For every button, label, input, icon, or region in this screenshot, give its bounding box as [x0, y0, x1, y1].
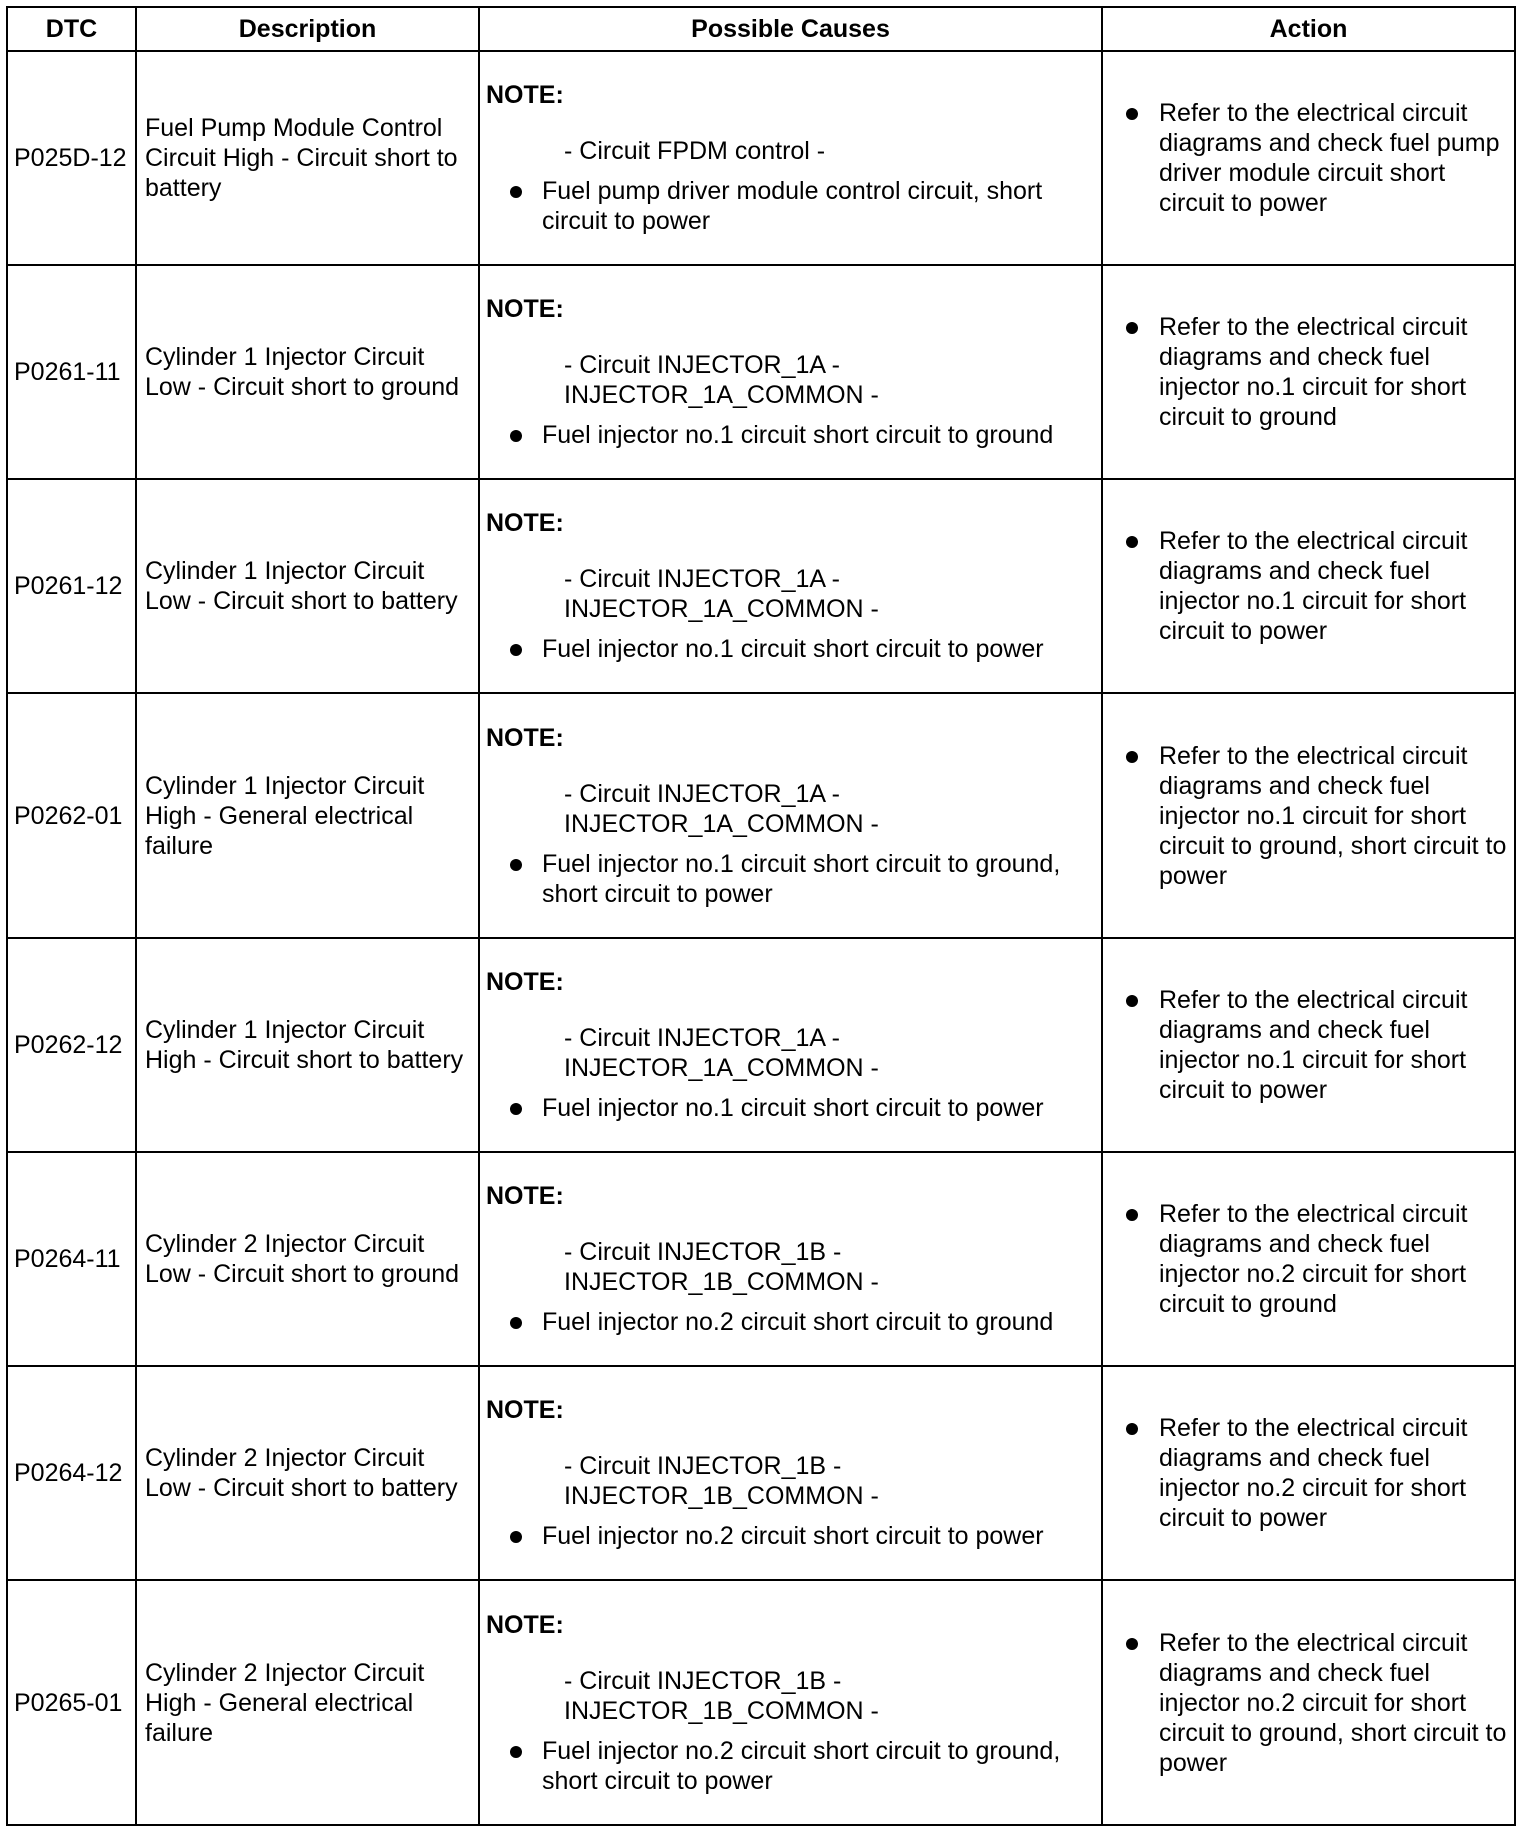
dtc-description: Cylinder 1 Injector Circuit Low - Circuit short to battery	[136, 479, 479, 693]
cause-text: Fuel pump driver module control circuit, short circuit to power	[542, 177, 1043, 235]
dtc-description: Cylinder 2 Injector Circuit Low - Circuit short to battery	[136, 1366, 479, 1580]
action-text: Refer to the electrical circuit diagrams and check fuel injector no.1 circuit for short circuit to ground, short circuit to power	[1159, 741, 1507, 890]
note-label: NOTE:	[486, 1396, 564, 1424]
dtc-description: Cylinder 2 Injector Circuit Low - Circuit short to ground	[136, 1152, 479, 1366]
note-label: NOTE:	[486, 723, 564, 752]
cause-text: Fuel injector no.1 circuit short circuit to ground, short circuit to power	[542, 849, 1061, 908]
cause-item	[486, 176, 1095, 236]
bullet-icon	[1126, 1209, 1138, 1221]
header-dtc: DTC	[7, 7, 136, 51]
cause-item	[486, 634, 1095, 664]
possible-causes-cell	[479, 693, 1102, 938]
action-text: Refer to the electrical circuit diagrams and check fuel injector no.2 circuit for short circuit to power	[1159, 1414, 1468, 1532]
table-row	[7, 51, 1515, 265]
table-row	[7, 1580, 1515, 1825]
bullet-icon	[510, 1531, 522, 1543]
action-cell	[1102, 479, 1515, 693]
action-text: Refer to the electrical circuit diagrams and check fuel pump driver module circuit short circuit to power	[1159, 99, 1500, 217]
cause-text: Fuel injector no.1 circuit short circuit to ground	[542, 421, 1054, 449]
table-row	[7, 1366, 1515, 1580]
table-row	[7, 1152, 1515, 1366]
circuit-name: - Circuit INJECTOR_1B - INJECTOR_1B_COMMON -	[564, 1666, 879, 1725]
circuit-name: - Circuit INJECTOR_1B - INJECTOR_1B_COMMON -	[564, 1238, 879, 1296]
action-text: Refer to the electrical circuit diagrams and check fuel injector no.1 circuit for short circuit to power	[1159, 986, 1468, 1104]
circuit-name: - Circuit INJECTOR_1A - INJECTOR_1A_COMMON -	[564, 1024, 879, 1082]
action-item	[1103, 526, 1510, 646]
circuit-name: - Circuit INJECTOR_1A - INJECTOR_1A_COMMON -	[564, 351, 879, 409]
possible-causes-cell	[479, 1580, 1102, 1825]
table-row	[7, 265, 1515, 479]
action-text: Refer to the electrical circuit diagrams and check fuel injector no.2 circuit for short circuit to ground, short circuit to power	[1159, 1628, 1507, 1777]
circuit-name: - Circuit INJECTOR_1A - INJECTOR_1A_COMMON -	[564, 565, 879, 623]
possible-causes-cell	[479, 51, 1102, 265]
note-label: NOTE:	[486, 295, 564, 323]
bullet-icon	[510, 644, 522, 656]
cause-item	[486, 849, 1095, 909]
cause-item	[486, 420, 1095, 450]
action-item	[1103, 741, 1510, 891]
action-item	[1103, 1413, 1510, 1533]
possible-causes-cell	[479, 938, 1102, 1152]
action-item	[1103, 1199, 1510, 1319]
note-label: NOTE:	[486, 81, 564, 109]
bullet-icon	[510, 186, 522, 198]
action-cell	[1102, 1366, 1515, 1580]
bullet-icon	[1126, 995, 1138, 1007]
dtc-code: P0265-01	[7, 1580, 136, 1825]
bullet-icon	[1126, 322, 1138, 334]
bullet-icon	[1126, 536, 1138, 548]
bullet-icon	[1126, 1423, 1138, 1435]
bullet-icon	[510, 1103, 522, 1115]
cause-item	[486, 1521, 1095, 1551]
possible-causes-cell	[479, 479, 1102, 693]
action-item	[1103, 98, 1510, 218]
dtc-code: P0264-11	[7, 1152, 136, 1366]
circuit-name: - Circuit INJECTOR_1A - INJECTOR_1A_COMMON -	[564, 779, 879, 838]
dtc-description: Fuel Pump Module Control Circuit High - Circuit short to battery	[136, 51, 479, 265]
possible-causes-cell	[479, 1366, 1102, 1580]
dtc-code: P0264-12	[7, 1366, 136, 1580]
dtc-code: P0262-01	[7, 693, 136, 938]
dtc-description: Cylinder 2 Injector Circuit High - General electrical failure	[136, 1580, 479, 1825]
action-item	[1103, 985, 1510, 1105]
table-row	[7, 693, 1515, 938]
action-item	[1103, 312, 1510, 432]
cause-item	[486, 1307, 1095, 1337]
dtc-description: Cylinder 1 Injector Circuit High - Circuit short to battery	[136, 938, 479, 1152]
action-cell	[1102, 938, 1515, 1152]
circuit-name: - Circuit FPDM control -	[564, 137, 826, 165]
note-label: NOTE:	[486, 1610, 564, 1639]
action-cell	[1102, 693, 1515, 938]
cause-text: Fuel injector no.2 circuit short circuit to ground, short circuit to power	[542, 1736, 1061, 1795]
table-row	[7, 938, 1515, 1152]
action-text: Refer to the electrical circuit diagrams and check fuel injector no.1 circuit for short circuit to power	[1159, 527, 1468, 645]
cause-item	[486, 1736, 1095, 1796]
possible-causes-cell	[479, 265, 1102, 479]
cause-text: Fuel injector no.2 circuit short circuit to power	[542, 1522, 1044, 1550]
circuit-name: - Circuit INJECTOR_1B - INJECTOR_1B_COMMON -	[564, 1452, 879, 1510]
dtc-description: Cylinder 1 Injector Circuit Low - Circuit short to ground	[136, 265, 479, 479]
action-cell	[1102, 51, 1515, 265]
dtc-table	[6, 6, 1516, 1826]
dtc-description: Cylinder 1 Injector Circuit High - General electrical failure	[136, 693, 479, 938]
dtc-code: P0261-12	[7, 479, 136, 693]
bullet-icon	[510, 859, 522, 871]
action-item	[1103, 1628, 1510, 1778]
bullet-icon	[1126, 1638, 1138, 1650]
note-label: NOTE:	[486, 509, 564, 537]
dtc-code: P0261-11	[7, 265, 136, 479]
header-row	[7, 7, 1515, 51]
table-row	[7, 479, 1515, 693]
action-cell	[1102, 265, 1515, 479]
possible-causes-cell	[479, 1152, 1102, 1366]
bullet-icon	[510, 430, 522, 442]
cause-text: Fuel injector no.2 circuit short circuit to ground	[542, 1308, 1054, 1336]
bullet-icon	[510, 1746, 522, 1758]
bullet-icon	[1126, 108, 1138, 120]
note-label: NOTE:	[486, 968, 564, 996]
dtc-code: P0262-12	[7, 938, 136, 1152]
bullet-icon	[1126, 751, 1138, 763]
cause-item	[486, 1093, 1095, 1123]
header-possible-causes: Possible Causes	[479, 7, 1102, 51]
header-description: Description	[136, 7, 479, 51]
dtc-code: P025D-12	[7, 51, 136, 265]
action-text: Refer to the electrical circuit diagrams and check fuel injector no.1 circuit for short circuit to ground	[1159, 313, 1468, 431]
bullet-icon	[510, 1317, 522, 1329]
header-action: Action	[1102, 7, 1515, 51]
cause-text: Fuel injector no.1 circuit short circuit to power	[542, 635, 1044, 663]
action-cell	[1102, 1152, 1515, 1366]
note-label: NOTE:	[486, 1182, 564, 1210]
cause-text: Fuel injector no.1 circuit short circuit to power	[542, 1094, 1044, 1122]
action-text: Refer to the electrical circuit diagrams and check fuel injector no.2 circuit for short circuit to ground	[1159, 1200, 1468, 1318]
action-cell	[1102, 1580, 1515, 1825]
